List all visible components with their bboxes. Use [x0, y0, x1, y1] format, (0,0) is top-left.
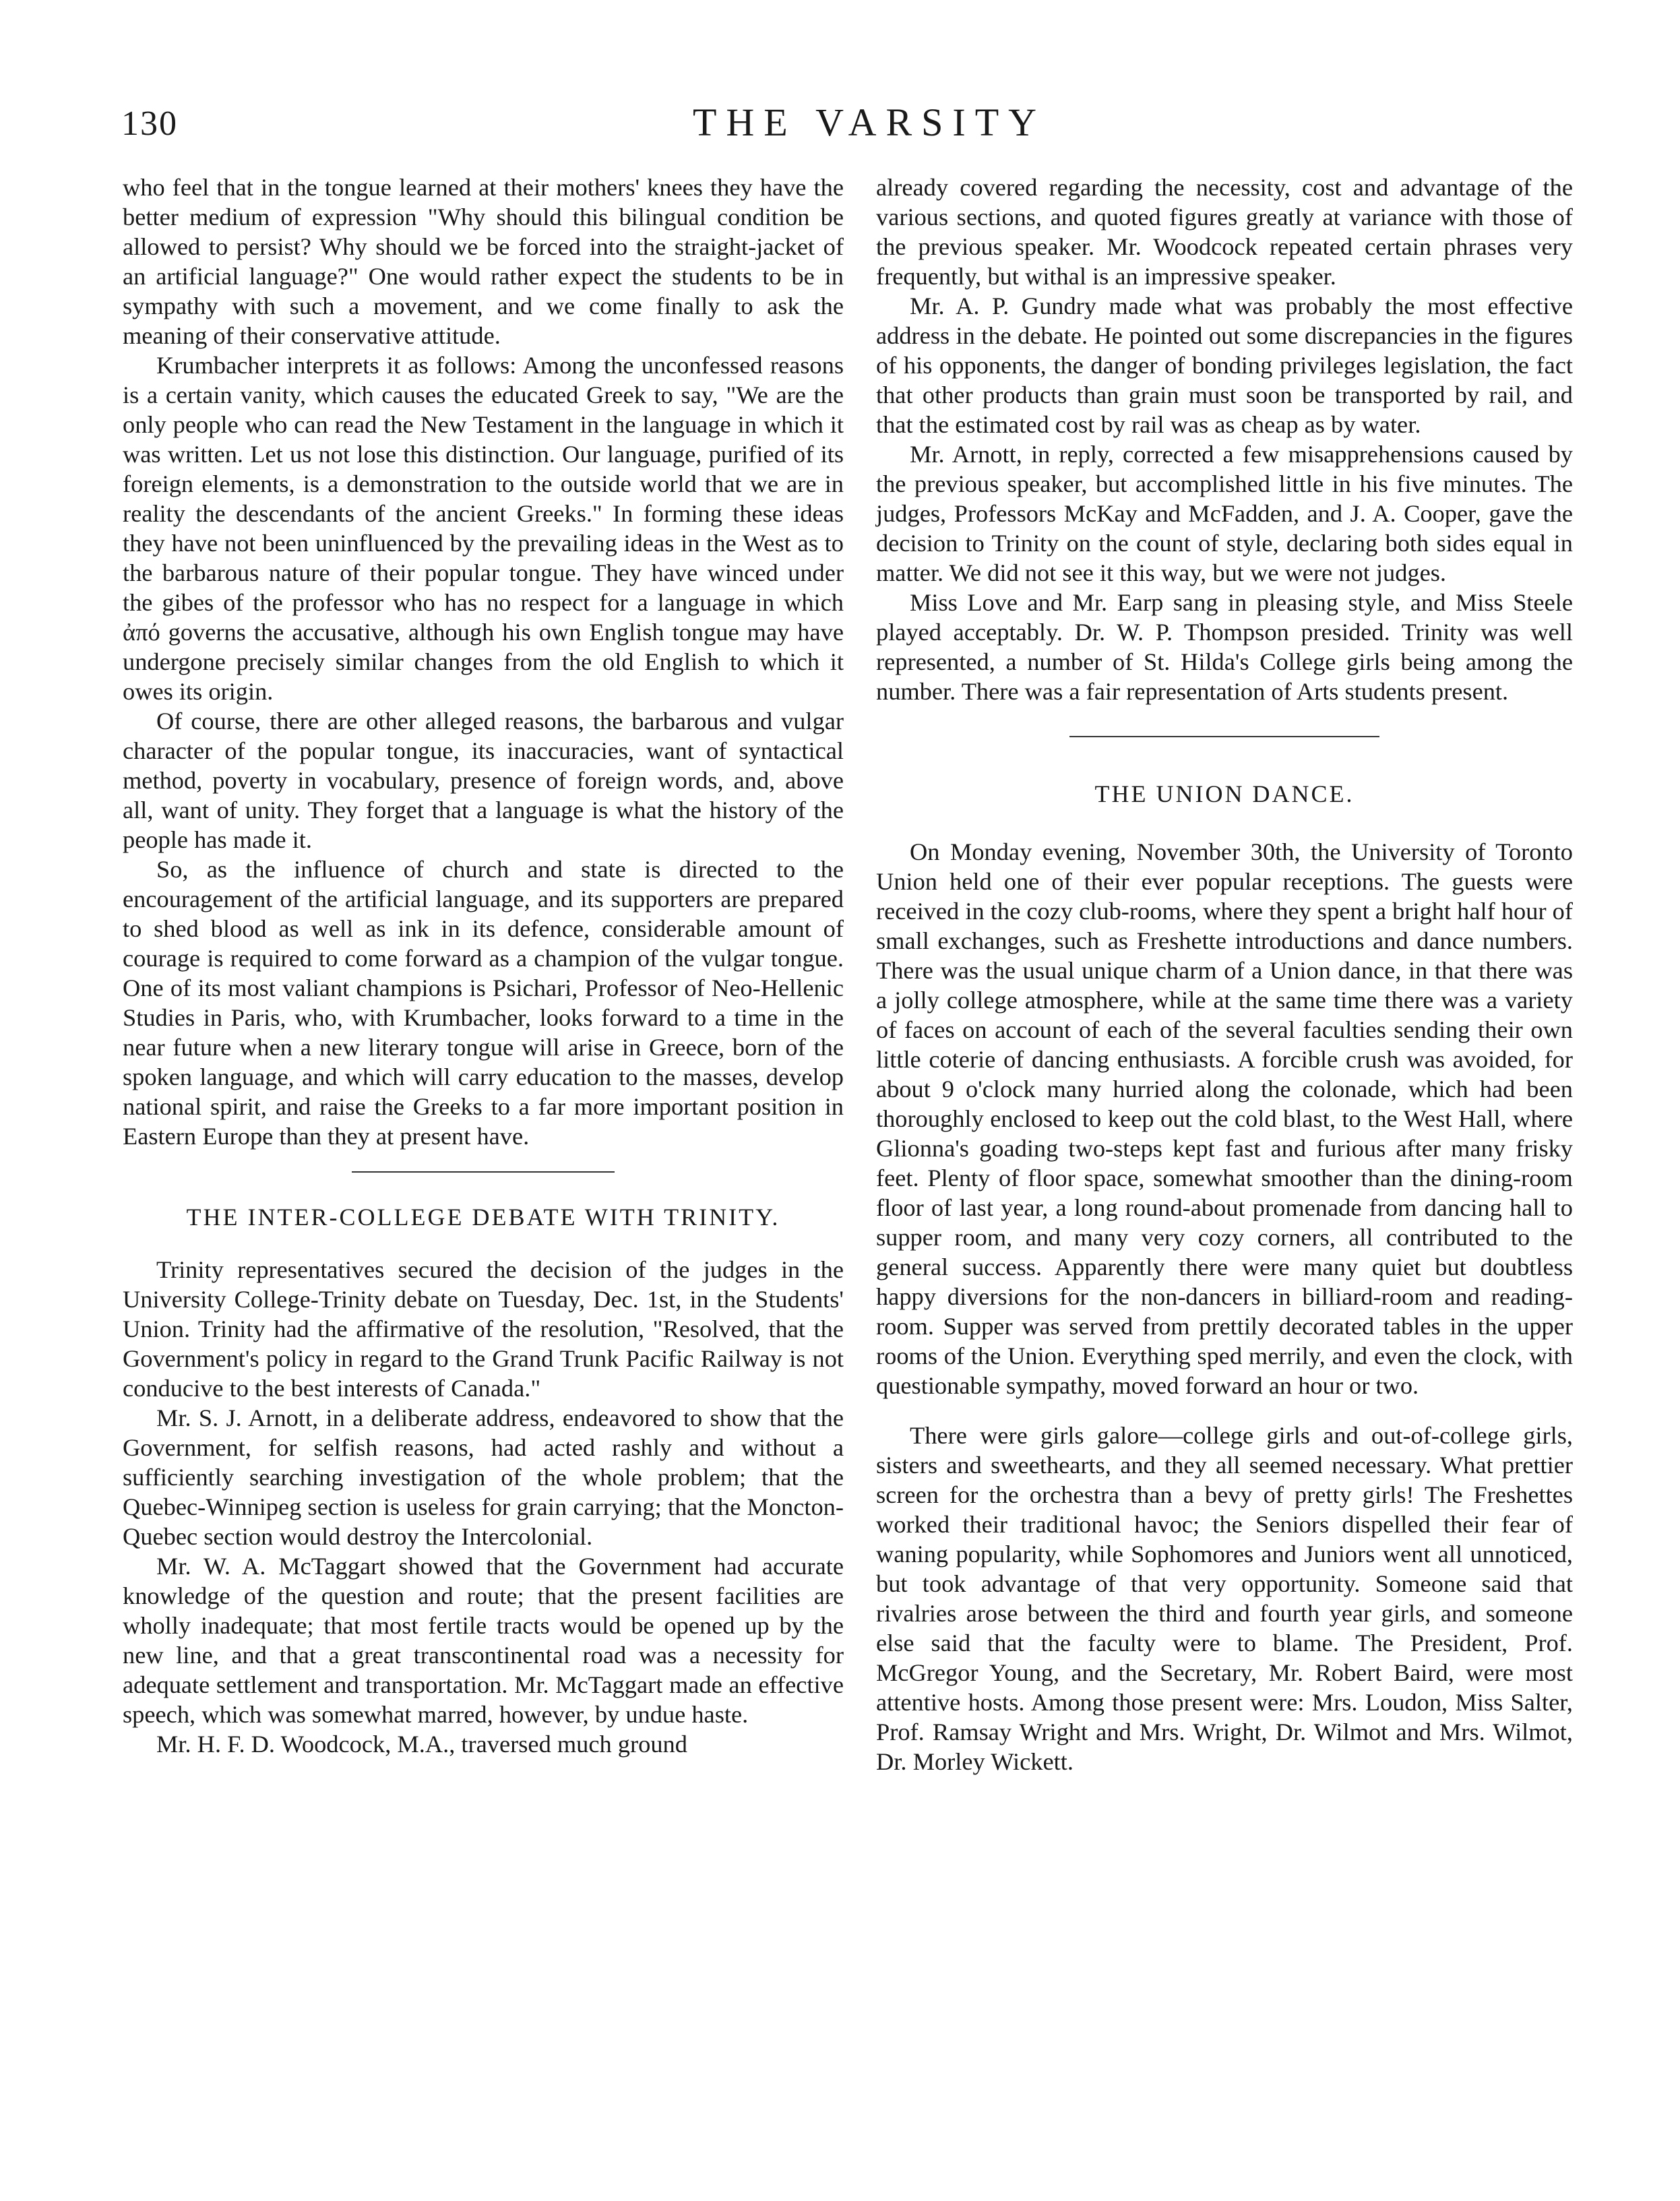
debate-paragraph: Mr. H. F. D. Woodcock, M.A., traversed much ground	[156, 1731, 687, 1758]
debate-paragraph: Mr. Arnott, in reply, corrected a few misapprehensions caused by the previous speaker, but accomplished little in his five minutes. The judges, Professors McKay and McFadden, and J. A. Cooper, gave the decision to Trinity on the count of style, declaring both sides equal in matter. We did not see it this way, but we were not judges.	[876, 441, 1573, 586]
article-paragraph: who feel that in the tongue learned at their mothers' knees they have the better medium of expression "Why should this bilingual condition be allowed to persist? Why should we be forced into the straight-jacket of an artificial language?" One would rather expect the students to be in sympathy with such a movement, and we come finally to ask the meaning of their conservative attitude.	[123, 174, 844, 349]
union-dance-heading: THE UNION DANCE.	[1094, 780, 1355, 807]
right-column	[876, 173, 1573, 1776]
article-paragraph: Krumbacher interprets it as follows: Among the unconfessed reasons is a certain vanity, which causes the educated Greek to say, "We are the only people who can read the New Testament in the language in which it was written. Let us not lose this distinction. Our language, purified of its foreign elements, is a demonstration to the outside world that we are in reality the descendants of the ancient Greeks." In forming these ideas they have not been uninfluenced by the prevailing ideas in the West as to the barbarous nature of their popular tongue. They have winced under the gibes of the professor who has no respect for a language in which ἀπό governs the accusative, although his own English tongue may have undergone precisely similar changes from the old English to which it owes its origin.	[123, 352, 844, 705]
running-title: THE VARSITY	[692, 100, 1047, 144]
debate-paragraph: Mr. W. A. McTaggart showed that the Government had accurate knowledge of the question and route; that the present facilities are wholly inadequate; that most fertile tracts would be opened up by the new line, and that a great transcontinental road was a necessity for adequate settlement and transportation. Mr. McTaggart made an effective speech, which was somewhat marred, however, by undue haste.	[123, 1553, 844, 1728]
union-paragraph: There were girls galore—college girls and out-of-college girls, sisters and sweethearts, and they all seemed necessary. What prettier screen for the orchestra than a bevy of pretty girls! The Freshettes worked their traditional havoc; the Seniors dispelled their fear of waning popularity, while Sophomores and Juniors went all unnoticed, but took advantage of that very opportunity. Someone said that rivalries arose between the third and fourth year girls, and someone else said that the faculty were to blame. The President, Prof. McGregor Young, and the Secretary, Mr. Robert Baird, were most attentive hosts. Among those present were: Mrs. Loudon, Miss Salter, Prof. Ramsay Wright and Mrs. Wright, Dr. Wilmot and Mrs. Wilmot, Dr. Morley Wickett.	[876, 1422, 1573, 1775]
union-paragraph: On Monday evening, November 30th, the University of Toronto Union held one of their ever popular receptions. The guests were received in the cozy club-rooms, where they spent a bright half hour of small exchanges, such as Freshette introductions and dance numbers. There was the usual unique charm of a Union dance, in that there was a jolly college atmosphere, while at the same time there was a variety of faces on account of each of the several faculties sending their own little coterie of dancing enthusiasts. A forcible crush was avoided, for about 9 o'clock many hurried along the colonade, which had been thoroughly enclosed to keep out the cold blast, to the West Hall, where Glionna's goading two-steps kept fast and furious after many frisky feet. Plenty of floor space, somewhat smoother than the dining-room floor of last year, a long round-about promenade from dancing hall to supper room, and many very cozy corners, all contributed to the general success. Apparently there were many quiet but doubtless happy diversions for the non-dancers in billiard-room and reading-room. Supper was served from prettily decorated tables in the upper rooms of the Union. Everything sped merrily, and even the clock, with questionable sympathy, moved forward an hour or two.	[876, 838, 1573, 1399]
debate-paragraph: Miss Love and Mr. Earp sang in pleasing style, and Miss Steele played acceptably. Dr. W. P. Thompson presided. Trinity was well represented, a number of St. Hilda's College girls being among the number. There was a fair representation of Arts students present.	[876, 589, 1573, 705]
section-divider	[1069, 736, 1379, 737]
debate-paragraph: Mr. A. P. Gundry made what was probably the most effective address in the debate. He pointed out some discrepancies in the figures of his opponents, the danger of bonding privileges legislation, the fact that other products than grain must soon be transported by rail, and that the estimated cost by rail was as cheap as by water.	[876, 292, 1573, 438]
section-divider	[352, 1171, 615, 1173]
debate-paragraph: Trinity representatives secured the decision of the judges in the University College-Trinity debate on Tuesday, Dec. 1st, in the Students' Union. Trinity had the affirmative of the resolution, "Resolved, that the Government's policy in regard to the Grand Trunk Pacific Railway is not conducive to the best interests of Canada."	[123, 1256, 844, 1402]
article-paragraph: Of course, there are other alleged reasons, the barbarous and vulgar character of the popular tongue, its inaccuracies, want of syntactical method, poverty in vocabulary, presence of foreign words, and, above all, want of unity. They forget that a language is what the history of the people has made it.	[123, 708, 844, 853]
article-paragraph: So, as the influence of church and state is directed to the encouragement of the artificial language, and its supporters are prepared to shed blood as well as ink in its defence, considerable amount of courage is required to come forward as a champion of the vulgar tongue. One of its most valiant champions is Psichari, Professor of Neo-Hellenic Studies in Paris, who, with Krumbacher, looks forward to a time in the near future when a new literary tongue will arise in Greece, born of the spoken language, and which will carry education to the masses, develop national spirit, and raise the Greeks to a far more important position in Eastern Europe than they at present have.	[123, 856, 844, 1150]
page-number: 130	[121, 104, 178, 143]
debate-paragraph: already covered regarding the necessity, cost and advantage of the various sections, and quoted figures greatly at variance with those of the previous speaker. Mr. Woodcock repeated certain phrases very frequently, but withal is an impressive speaker.	[876, 174, 1573, 290]
debate-heading: THE INTER-COLLEGE DEBATE WITH TRINITY.	[186, 1204, 780, 1231]
left-column	[123, 173, 844, 1759]
page-header	[115, 94, 1624, 155]
debate-paragraph: Mr. S. J. Arnott, in a deliberate address, endeavored to show that the Government, for selfish reasons, had acted rashly and without a sufficiently searching investigation of the whole problem; that the Quebec-Winnipeg section is useless for grain carrying; that the Moncton-Quebec section would destroy the Intercolonial.	[123, 1404, 844, 1550]
